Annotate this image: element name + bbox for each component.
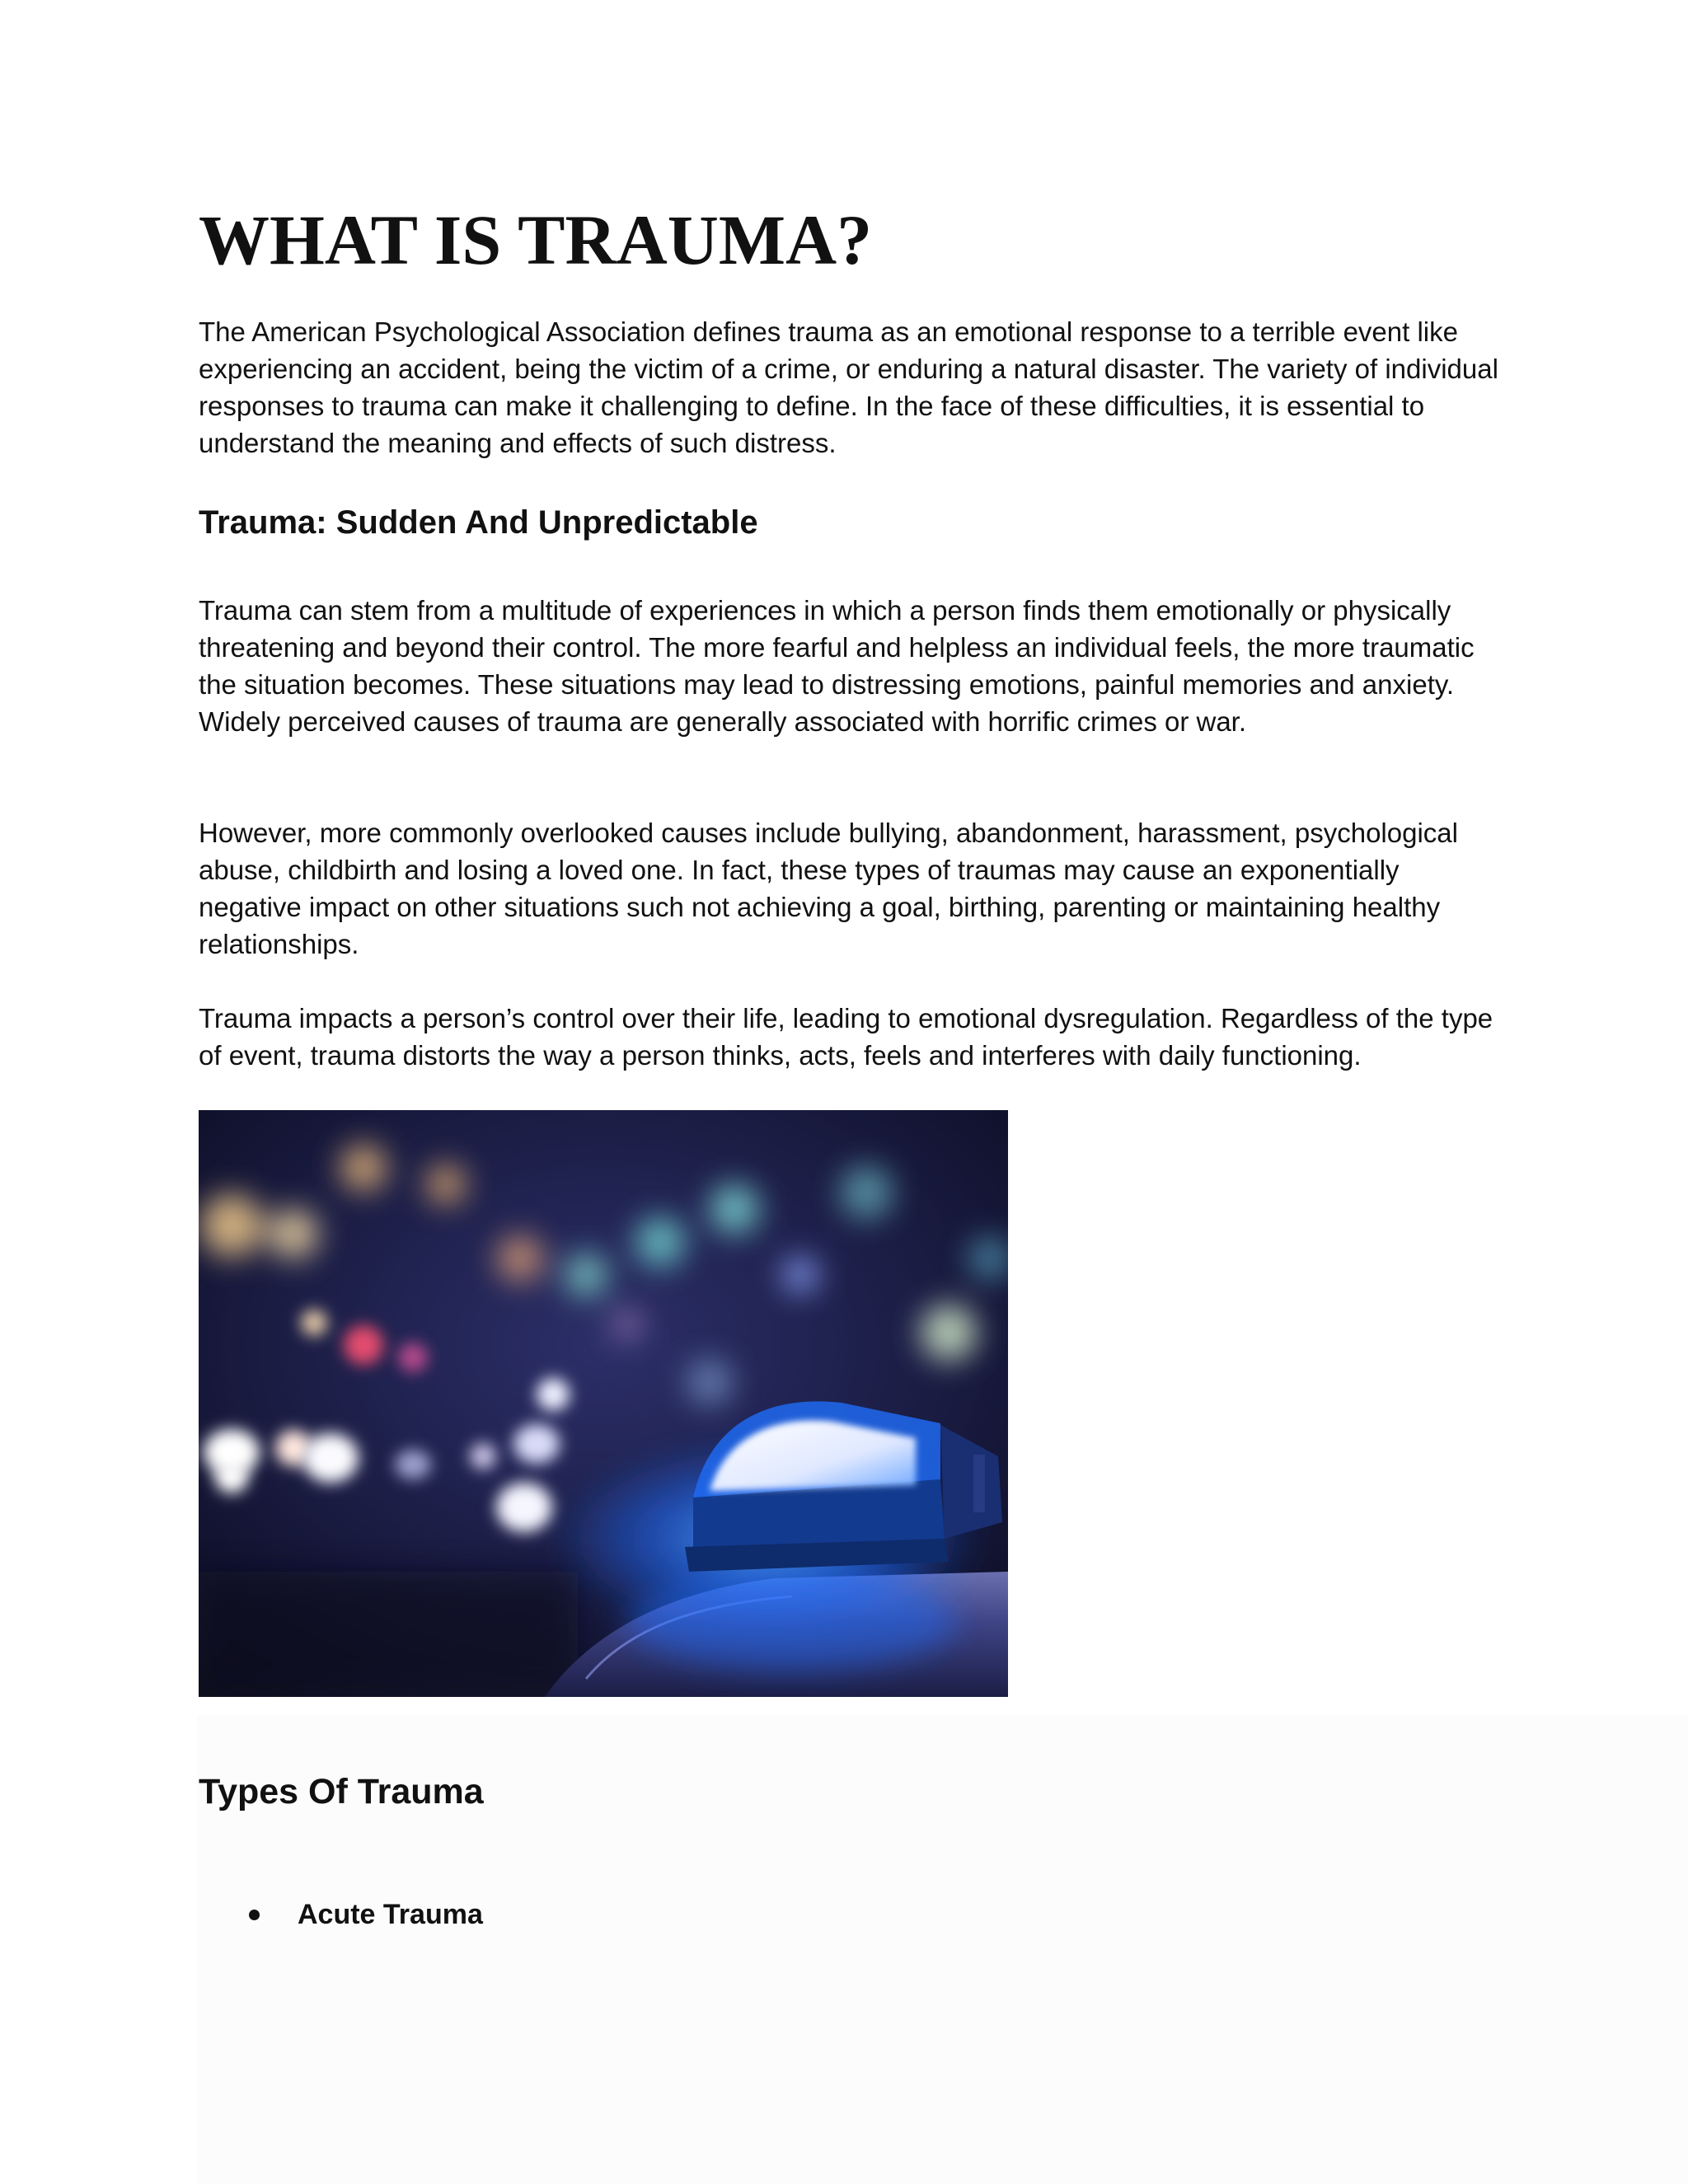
section-heading-sudden: Trauma: Sudden And Unpredictable	[199, 504, 758, 541]
page-title: WHAT IS TRAUMA?	[199, 200, 873, 279]
police-light-photo	[199, 1110, 1008, 1697]
section-heading-types: Types Of Trauma	[199, 1772, 484, 1811]
bullet-icon	[249, 1910, 260, 1920]
body-paragraph: Trauma impacts a person’s control over their life, leading to emotional dysregulation. Regardless of the type of event, trauma distorts the way a person thinks, acts, feels and interferes with daily functioning.	[199, 1003, 1493, 1071]
body-paragraph: However, more commonly overlooked causes include bullying, abandonment, harassment, psychological abuse, childbirth and losing a loved one. In fact, these types of traumas may cause an exponentially negative impact on other situations such not achieving a goal, birthing, parenting or maintaining healthy relationships.	[199, 818, 1458, 959]
intro-paragraph: The American Psychological Association defines trauma as an emotional response to a terrible event like experiencing an accident, being the victim of a crime, or enduring a natural disaster. The variety of individual responses to trauma can make it challenging to define. In the face of these difficulties, it is essential to understand the meaning and effects of such distress.	[199, 316, 1498, 458]
body-paragraph: Trauma can stem from a multitude of experiences in which a person finds them emotionally or physically threatening and beyond their control. The more fearful and helpless an individual feels, the more traumatic the situation becomes. These situations may lead to distressing emotions, painful memories and anxiety. Widely perceived causes of trauma are generally associated with horrific crimes or war.	[199, 595, 1475, 737]
list-item-label: Acute Trauma	[298, 1899, 483, 1930]
